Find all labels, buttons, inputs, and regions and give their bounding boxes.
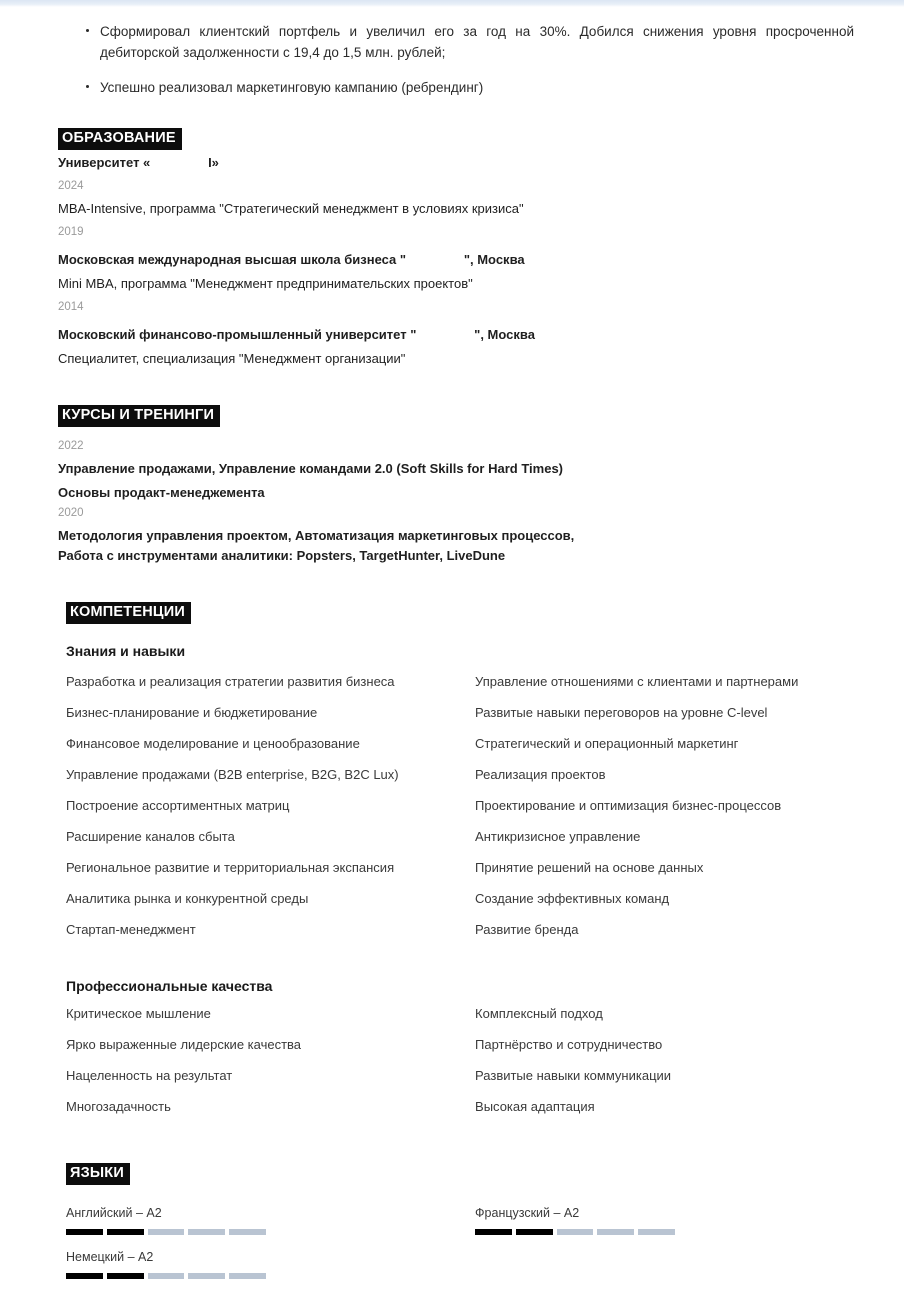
level-segment bbox=[229, 1273, 266, 1279]
course-year: 2022 bbox=[58, 440, 84, 452]
achievements-list bbox=[82, 21, 854, 98]
quality-item: Ярко выраженные лидерские качества bbox=[66, 1037, 302, 1052]
language-label: Английский – A2 bbox=[66, 1206, 162, 1220]
qualities-subheading: Профессиональные качества bbox=[66, 978, 273, 994]
skill-item: Реализация проектов bbox=[475, 767, 606, 782]
achievement-text: Сформировал клиентский портфель и увеличил его за год на 30%. Добился снижения уровня просроченной дебиторской задолженности с 19,4 до 1,5 млн. рублей; bbox=[100, 24, 854, 60]
skills-subheading: Знания и навыки bbox=[66, 643, 186, 659]
level-segment bbox=[148, 1273, 185, 1279]
skill-item: Стартап-менеджмент bbox=[66, 922, 196, 937]
bullet-dot-icon bbox=[86, 29, 89, 32]
skill-item: Разработка и реализация стратегии развития бизнеса bbox=[66, 674, 395, 689]
section-header-languages: ЯЗЫКИ bbox=[66, 1163, 130, 1185]
courses-section bbox=[58, 405, 904, 565]
quality-item: Комплексный подход bbox=[475, 1006, 603, 1021]
languages-section bbox=[66, 1163, 904, 1293]
competencies-section bbox=[66, 602, 904, 1129]
language-entry bbox=[66, 1205, 475, 1235]
course-year: 2020 bbox=[58, 507, 84, 519]
education-degree: Специалитет bbox=[58, 351, 136, 366]
language-level-bar bbox=[475, 1229, 675, 1235]
skill-item: Расширение каналов сбыта bbox=[66, 829, 235, 844]
education-program: "Стратегический менеджмент в условиях кризиса" bbox=[219, 201, 524, 216]
education-year: 2024 bbox=[58, 180, 84, 192]
education-degree: Mini MBA bbox=[58, 276, 114, 291]
qualities-columns bbox=[66, 1005, 904, 1129]
course-group bbox=[58, 505, 904, 565]
course-line: Работа с инструментами аналитики: Popsters, TargetHunter, LiveDune bbox=[58, 548, 506, 563]
education-degree-connector: , программа bbox=[142, 201, 220, 216]
resume-page bbox=[0, 7, 904, 1293]
language-entry bbox=[66, 1249, 475, 1279]
level-segment bbox=[66, 1273, 103, 1279]
course-line: Управление продажами, Управление командами 2.0 (Soft Skills for Hard Times) bbox=[58, 461, 564, 476]
skill-item: Стратегический и операционный маркетинг bbox=[475, 736, 739, 751]
language-level-bar bbox=[66, 1273, 266, 1279]
education-year: 2014 bbox=[58, 301, 84, 313]
language-entry bbox=[475, 1205, 904, 1235]
achievements-block bbox=[82, 21, 854, 98]
education-institution: Московская международная высшая школа бизнеса " ", Москва bbox=[58, 252, 525, 267]
skill-item: Принятие решений на основе данных bbox=[475, 860, 704, 875]
education-year: 2019 bbox=[58, 226, 84, 238]
education-section bbox=[58, 128, 904, 368]
education-degree: MBA-Intensive bbox=[58, 201, 143, 216]
quality-item: Многозадачность bbox=[66, 1099, 171, 1114]
skill-item: Развитые навыки переговоров на уровне C-level bbox=[475, 705, 768, 720]
level-segment bbox=[557, 1229, 594, 1235]
education-degree-line bbox=[58, 275, 904, 293]
education-entry bbox=[58, 154, 904, 218]
qualities-column-right bbox=[475, 1005, 904, 1129]
education-entry bbox=[58, 299, 904, 368]
language-level-bar bbox=[66, 1229, 266, 1235]
level-segment bbox=[638, 1229, 675, 1235]
quality-item: Партнёрство и сотрудничество bbox=[475, 1037, 663, 1052]
qualities-column-left bbox=[66, 1005, 475, 1129]
education-institution: Университет « I» bbox=[58, 155, 219, 170]
skill-item: Региональное развитие и территориальная экспансия bbox=[66, 860, 395, 875]
level-segment bbox=[188, 1273, 225, 1279]
education-program: "Менеджмент организации" bbox=[238, 351, 406, 366]
level-segment bbox=[148, 1229, 185, 1235]
level-segment bbox=[188, 1229, 225, 1235]
section-header-education: ОБРАЗОВАНИЕ bbox=[58, 128, 182, 150]
skills-column-right bbox=[475, 673, 904, 952]
level-segment bbox=[475, 1229, 512, 1235]
language-label: Немецкий – A2 bbox=[66, 1250, 154, 1264]
skill-item: Управление отношениями с клиентами и партнерами bbox=[475, 674, 799, 689]
skill-item: Финансовое моделирование и ценообразование bbox=[66, 736, 360, 751]
quality-item: Развитые навыки коммуникации bbox=[475, 1068, 672, 1083]
quality-item: Высокая адаптация bbox=[475, 1099, 595, 1114]
list-item bbox=[82, 21, 854, 63]
level-segment bbox=[66, 1229, 103, 1235]
section-header-courses: КУРСЫ И ТРЕНИНГИ bbox=[58, 405, 220, 427]
education-degree-line bbox=[58, 200, 904, 218]
course-line: Методология управления проектом, Автоматизация маркетинговых процессов, bbox=[58, 528, 575, 543]
bullet-dot-icon bbox=[86, 85, 89, 88]
education-degree-connector: , специализация bbox=[135, 351, 239, 366]
list-item bbox=[82, 77, 854, 98]
skill-item: Развитие бренда bbox=[475, 922, 579, 937]
education-institution: Московский финансово-промышленный университет " ", Москва bbox=[58, 327, 535, 342]
level-segment bbox=[516, 1229, 553, 1235]
education-degree-connector: , программа bbox=[113, 276, 191, 291]
skill-item: Построение ассортиментных матриц bbox=[66, 798, 290, 813]
education-program: "Менеджмент предпринимательских проектов" bbox=[190, 276, 473, 291]
skill-item: Проектирование и оптимизация бизнес-процессов bbox=[475, 798, 782, 813]
level-segment bbox=[229, 1229, 266, 1235]
level-segment bbox=[597, 1229, 634, 1235]
education-degree-line bbox=[58, 350, 904, 368]
course-group bbox=[58, 438, 904, 502]
level-segment bbox=[107, 1229, 144, 1235]
skills-columns bbox=[66, 673, 904, 952]
skill-item: Антикризисное управление bbox=[475, 829, 641, 844]
skill-item: Управление продажами (B2B enterprise, B2G, B2C Lux) bbox=[66, 767, 399, 782]
page-top-strip bbox=[0, 0, 904, 7]
language-label: Французский – A2 bbox=[475, 1206, 580, 1220]
quality-item: Критическое мышление bbox=[66, 1006, 211, 1021]
quality-item: Нацеленность на результат bbox=[66, 1068, 233, 1083]
achievement-text: Успешно реализовал маркетинговую кампанию (ребрендинг) bbox=[100, 80, 484, 95]
skill-item: Создание эффективных команд bbox=[475, 891, 670, 906]
course-line: Основы продакт-менеджемента bbox=[58, 485, 265, 500]
skill-item: Бизнес-планирование и бюджетирование bbox=[66, 705, 318, 720]
level-segment bbox=[107, 1273, 144, 1279]
skills-column-left bbox=[66, 673, 475, 952]
skill-item: Аналитика рынка и конкурентной среды bbox=[66, 891, 309, 906]
section-header-competencies: КОМПЕТЕНЦИИ bbox=[66, 602, 191, 624]
education-entry bbox=[58, 224, 904, 293]
